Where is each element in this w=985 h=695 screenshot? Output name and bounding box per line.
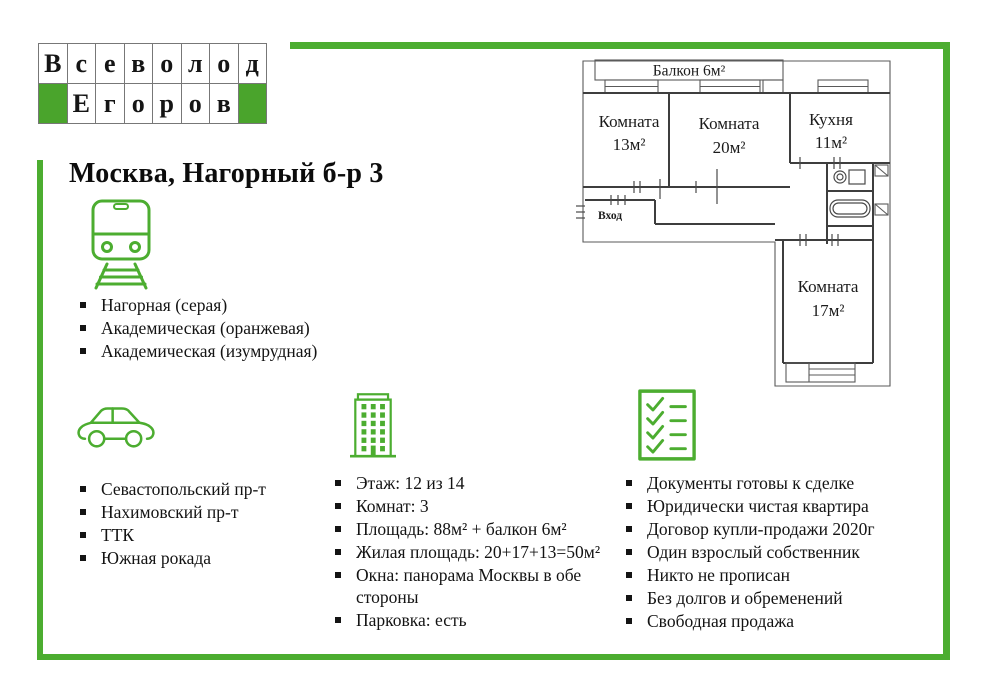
list-item: Площадь: 88м² + балкон 6м² (333, 518, 633, 540)
frame-top-bar (290, 42, 950, 49)
logo-cell: в (210, 84, 239, 124)
list-item: Севастопольский пр-т (78, 478, 358, 500)
list-item: Юридически чистая квартира (624, 495, 934, 517)
logo-cell: д (239, 44, 268, 84)
list-item: Документы готовы к сделке (624, 472, 934, 494)
frame-right-bar (943, 42, 950, 660)
plan-kitchen-area: 11м² (814, 133, 848, 152)
logo-cell: о (153, 44, 182, 84)
metro-list (78, 294, 378, 363)
building-icon (350, 390, 396, 464)
logo-cell: о (125, 84, 154, 124)
logo-cell: В (39, 44, 68, 84)
logo-cell: Е (68, 84, 97, 124)
checklist-icon (637, 388, 697, 462)
list-item: Один взрослый собственник (624, 541, 934, 563)
list-item: Нагорная (серая) (78, 294, 378, 316)
plan-room1-label: Комната (598, 112, 660, 131)
agent-logo (38, 43, 267, 124)
list-item: ТТК (78, 524, 358, 546)
list-item: Нахимовский пр-т (78, 501, 358, 523)
plan-room1-area: 13м² (612, 135, 646, 154)
logo-cell: г (96, 84, 125, 124)
list-item: Договор купли-продажи 2020г (624, 518, 934, 540)
logo-green-cell (239, 84, 268, 124)
deal-list (624, 472, 934, 633)
plan-entrance-label: Вход (598, 210, 623, 222)
plan-balcony-label: Балкон 6м² (652, 62, 726, 80)
logo-cell: л (182, 44, 211, 84)
frame-left-bar (37, 160, 43, 660)
floor-plan (576, 54, 910, 388)
list-item: Без долгов и обременений (624, 587, 934, 609)
plan-room2-label: Комната (698, 114, 760, 133)
list-item: Комнат: 3 (333, 495, 633, 517)
list-item: Парковка: есть (333, 609, 633, 631)
car-icon (74, 398, 158, 456)
list-item: Никто не прописан (624, 564, 934, 586)
logo-green-cell (39, 84, 68, 124)
logo-cell: о (182, 84, 211, 124)
logo-cell: р (153, 84, 182, 124)
train-icon (88, 198, 154, 290)
list-item: Жилая площадь: 20+17+13=50м² (333, 541, 633, 563)
plan-room3-area: 17м² (811, 301, 845, 320)
list-item: Академическая (изумрудная) (78, 340, 378, 362)
list-item: Южная рокада (78, 547, 358, 569)
plan-kitchen-label: Кухня (809, 110, 853, 129)
logo-cell: о (210, 44, 239, 84)
roads-list (78, 478, 358, 570)
frame-bottom-bar (37, 654, 950, 660)
list-item: Окна: панорама Москвы в обе стороны (333, 564, 633, 608)
plan-room2-area: 20м² (712, 138, 746, 157)
logo-cell: в (125, 44, 154, 84)
list-item: Свободная продажа (624, 610, 934, 632)
plan-room3-label: Комната (797, 277, 859, 296)
list-item: Академическая (оранжевая) (78, 317, 378, 339)
logo-cell: е (96, 44, 125, 84)
building-list (333, 472, 633, 632)
logo-cell: с (68, 44, 97, 84)
list-item: Этаж: 12 из 14 (333, 472, 633, 494)
page-title: Москва, Нагорный б-р 3 (69, 158, 384, 189)
